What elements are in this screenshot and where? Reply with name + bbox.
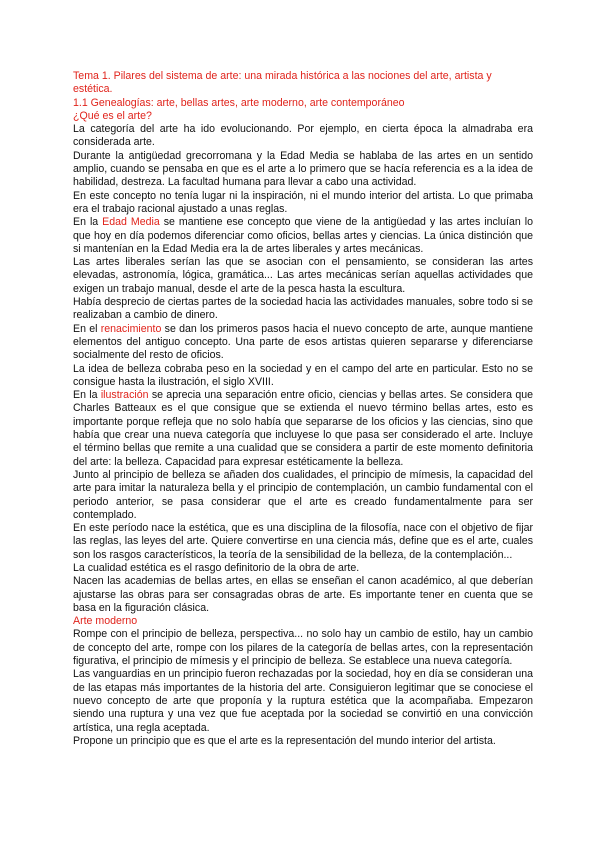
paragraph: Durante la antigüedad grecorromana y la Edad Media se hablaba de las artes en un sentido amplio, cuando se pensaba en que es el arte a lo primero que se hacía referencia es a la idea de habilidad, destreza. La facultad humana para llevar a cabo una actividad. (73, 149, 533, 189)
subheading-arte-moderno: Arte moderno (73, 615, 138, 628)
text-run: se aprecia una separación entre oficio, ciencias y bellas artes. Se considera que Charles Batteaux es el que consigue que se extienda el nuevo término bellas artes, esto es importante porque refleja que no solo había que separarse de los oficios y las ciencias, sino que había que crear una nueva categoría que incluyese lo que pasa ser considerado el arte. Incluye el término bellas que remite a una cualidad que se considera a partir de este momento definitoria del arte: la belleza. Capacidad para expresar estéticamente la belleza. (73, 389, 533, 468)
paragraph (73, 323, 533, 363)
text-run: En la (73, 216, 103, 229)
text-run: En el (73, 322, 101, 335)
paragraph: Había desprecio de ciertas partes de la sociedad hacia las actividades manuales, sobre todo si se realizaban a cambio de dinero. (73, 296, 533, 322)
document-title: Tema 1. Pilares del sistema de arte: una mirada histórica a las nociones del arte, artista y estética. (73, 70, 492, 96)
paragraph: La cualidad estética es el rasgo definitorio de la obra de arte. (73, 561, 360, 574)
paragraph: Las vanguardias en un principio fueron rechazadas por la sociedad, hoy en día se consideran una de las etapas más importantes de la historia del arte. Consiguieron legitimar que se conociese el nuevo concepto de arte que proponía y la ruptura estética que la acompañaba. Empezaron siendo una ruptura y una vez que fue aceptada por la sociedad se convirtió en una convicción artística, una regla aceptada. (73, 668, 533, 734)
paragraph: Nacen las academias de bellas artes, en ellas se enseñan el canon académico, al que deberían ajustarse las obras para ser consagradas obras de arte. Es importante tener en cuenta que se basa en la figuración clásica. (73, 575, 533, 614)
paragraph: La categoría del arte ha ido evolucionando. Por ejemplo, en cierta época la almadraba era considerada arte. (73, 123, 533, 149)
paragraph: En este concepto no tenía lugar ni la inspiración, ni el mundo interior del artista. Lo que primaba era el trabajo racional ajustado a unas reglas. (73, 189, 533, 215)
term-edad-media: Edad Media (102, 216, 160, 229)
term-renacimiento: renacimiento (100, 322, 162, 335)
term-ilustracion: ilustración (100, 389, 149, 402)
paragraph: La idea de belleza cobraba peso en la sociedad y en el campo del arte en particular. Esto no se consigue hasta la ilustración, el siglo XVIII. (73, 362, 533, 388)
paragraph: Junto al principio de belleza se añaden dos cualidades, el principio de mímesis, la capacidad del arte para imitar la naturaleza bella y el principio de contemplación, un cambio fundamental con el periodo anterior, se pasa considerar que el arte es creado fundamentalmente para ser contemplado. (73, 468, 533, 521)
text-run: se dan los primeros pasos hacia el nuevo concepto de arte, aunque mantiene elementos del antiguo concepto. Una parte de esos artistas quieren separarse y diferenciarse socialmente del resto de oficios. (73, 322, 533, 362)
paragraph: En este período nace la estética, que es una disciplina de la filosofía, nace con el objetivo de fijar las reglas, las leyes del arte. Quiere convertirse en una ciencia más, define que es el arte, cuales son los rasgos característicos, la teoría de la sensibilidad de la belleza, de la contemplación... (73, 522, 533, 561)
question-heading: ¿Qué es el arte? (73, 109, 152, 122)
paragraph: Propone un principio que es que el arte es la representación del mundo interior del artista. (73, 734, 496, 747)
section-heading: 1.1 Genealogías: arte, bellas artes, arte moderno, arte contemporáneo (73, 96, 405, 109)
paragraph (73, 389, 533, 469)
text-run: En la (73, 389, 101, 402)
document-page (73, 70, 533, 748)
paragraph: Rompe con el principio de belleza, perspectiva... no solo hay un cambio de estilo, hay un cambio de concepto del arte, rompe con los pilares de la categoría de bellas artes, con la representación figurativa, el principio de mímesis y el principio de belleza. Se establece una nueva categoría. (73, 628, 533, 668)
text-run: se mantiene ese concepto que viene de la antigüedad y las artes incluían lo que hoy en día podemos diferenciar como oficios, bellas artes y ciencias. La única distinción que si mantenían en la Edad Media era la de artes liberales y artes mecánicas. (73, 216, 533, 255)
paragraph (73, 216, 533, 256)
paragraph: Las artes liberales serían las que se asocian con el pensamiento, se consideran las artes elevadas, astronomía, lógica, gramática... Las artes mecánicas serían aquellas actividades que exigen un trabajo manual, desde el arte de la pesca hasta la escultura. (73, 256, 533, 295)
